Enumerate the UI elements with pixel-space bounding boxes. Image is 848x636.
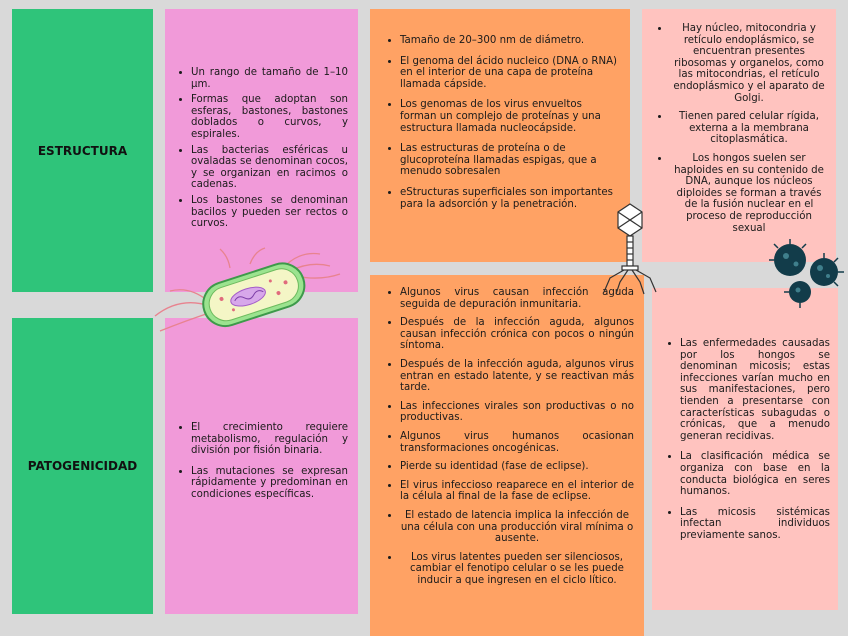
list-item: • Las infecciones virales son productivas o no productivas. <box>400 401 634 424</box>
list-item: • Después de la infección aguda, algunos causan infección crónica con pocos o ningún síntoma. <box>400 317 634 352</box>
list-item: • Formas que adoptan son esferas, bastones, bastones doblados o curvos, y espirales. <box>191 94 348 140</box>
list-item: • Las estructuras de proteína o de glucoproteína llamadas espigas, que a menudo sobresalen <box>400 143 620 178</box>
virus-estructura-list <box>386 35 620 210</box>
bacteria-estructura-list <box>177 67 348 230</box>
list-item: • Los hongos suelen ser haploides en su contenido de DNA, aunque los núcleos diploides se forman a través de la fusión nuclear en el proceso de reproducción sexual <box>670 153 828 234</box>
list-item: • Algunos virus humanos ocasionan transformaciones oncogénicas. <box>400 431 634 454</box>
bacteriophage-icon <box>600 200 660 295</box>
row-label-estructura <box>12 9 153 292</box>
virus-patogenicidad-cell <box>370 275 644 636</box>
list-item: • Algunos virus causan infección aguda seguida de depuración inmunitaria. <box>400 287 634 310</box>
virus-estructura-cell <box>370 9 630 262</box>
fungal-spores-icon <box>766 236 848 310</box>
bacterium-icon <box>150 246 350 346</box>
hongos-estructura-cell <box>642 9 836 262</box>
list-item: • Las bacterias esféricas u ovaladas se denominan cocos, y se organizan en racimos o cadenas. <box>191 145 348 191</box>
row-label-estructura-text: ESTRUCTURA <box>37 143 128 158</box>
list-item: • Los virus latentes pueden ser silenciosos, cambiar el fenotipo celular o se les puede inducir a que ingresen en el ciclo lítico. <box>400 552 634 587</box>
list-item: • Después de la infección aguda, algunos virus entran en estado latente, y se reactivan más tarde. <box>400 359 634 394</box>
list-item: • Pierde su identidad (fase de eclipse). <box>400 461 634 473</box>
hongos-patogenicidad-cell <box>652 288 838 610</box>
virus-patogenicidad-list <box>386 287 634 586</box>
list-item: • Las enfermedades causadas por los hongos se denominan micosis; estas infecciones varían mucho en sus manifestaciones, pero tienden a presentarse con características subagudas o crónicas, que a menudo generan recidivas. <box>680 338 830 442</box>
list-item: • Los bastones se denominan bacilos y pueden ser rectos o curvos. <box>191 195 348 230</box>
list-item: • El estado de latencia implica la infección de una célula con una producción viral mínima o ausente. <box>400 510 634 545</box>
list-item: • eStructuras superficiales son importantes para la adsorción y la penetración. <box>400 187 620 210</box>
list-item: • Un rango de tamaño de 1–10 μm. <box>191 67 348 90</box>
hongos-patogenicidad-list <box>666 338 830 542</box>
list-item: • El crecimiento requiere metabolismo, regulación y división por fisión binaria. <box>191 422 348 457</box>
list-item: • Tienen pared celular rígida, externa a la membrana citoplasmática. <box>670 111 828 146</box>
bacteria-patogenicidad-list <box>177 422 348 501</box>
list-item: • La clasificación médica se organiza con base en la conducta biológica en seres humanos. <box>680 451 830 497</box>
list-item: • Hay núcleo, mitocondria y retículo endoplásmico, se encuentran presentes ribosomas y organelos, como las mitocondrias, el retículo endoplásmico y el aparato de Golgi. <box>670 23 828 104</box>
row-label-patogenicidad <box>12 318 153 614</box>
list-item: • El virus infeccioso reaparece en el interior de la célula al final de la fase de eclipse. <box>400 480 634 503</box>
row-label-patogenicidad-text: PATOGENICIDAD <box>27 459 138 473</box>
list-item: • Los genomas de los virus envueltos forman un complejo de proteínas y una estructura llamada nucleocápside. <box>400 99 620 134</box>
bacteria-patogenicidad-cell <box>165 318 358 614</box>
list-item: • Las mutaciones se expresan rápidamente y predominan en condiciones específicas. <box>191 466 348 501</box>
list-item: • El genoma del ácido nucleico (DNA o RNA) en el interior de una capa de proteína llamada cápside. <box>400 56 620 91</box>
list-item: • Las micosis sistémicas infectan individuos previamente sanos. <box>680 507 830 542</box>
list-item: • Tamaño de 20–300 nm de diámetro. <box>400 35 620 47</box>
hongos-estructura-list <box>656 23 828 234</box>
